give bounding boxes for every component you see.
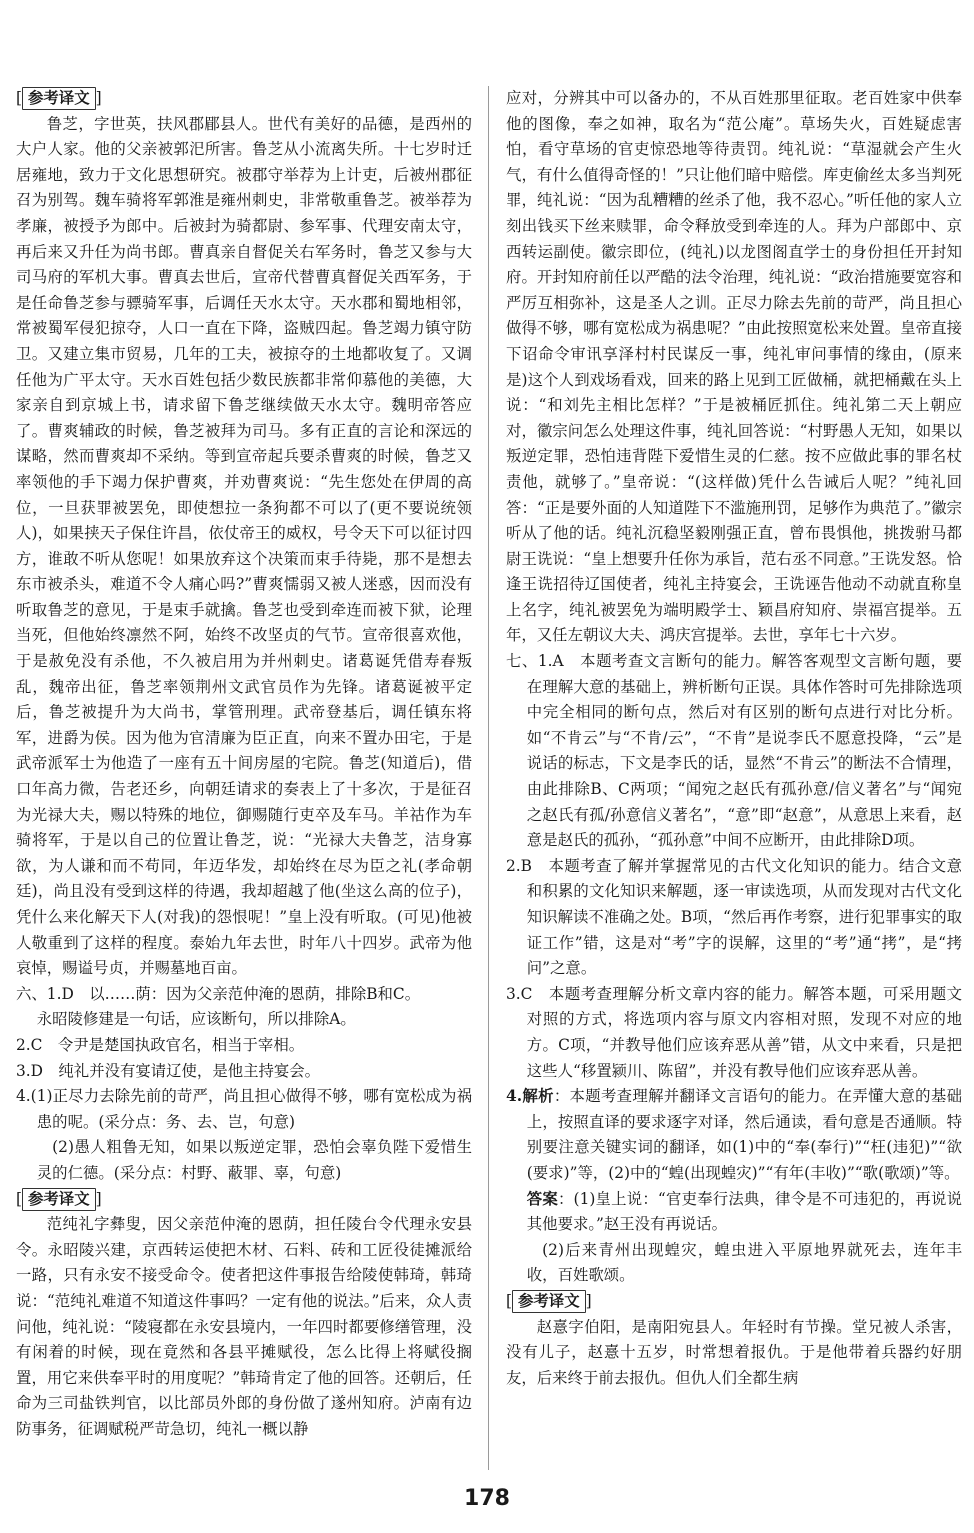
right-column: [506, 86, 962, 1391]
reference-translation-heading: [ 参考译文 ]: [16, 86, 472, 112]
answer-7-2: 2.B 本题考查了解并掌握常见的古代文化知识的能力。结合文意和积累的文化知识来解题，逐一审读选项，从而发现对古代文化知识解读不准确之处。B项，“然后再作考察，进行犯罪事实的取证工作”错，这是对“考”字的误解，这里的“考”通“拷”，是“拷问”之意。: [506, 856, 962, 978]
answer-6-4-1: 4.(1)正尽力去除先前的苛严，尚且担心做得不够，哪有宽松成为祸患的呢。(采分点：务、去、岂，句意): [16, 1087, 472, 1131]
answer-7-4: 4.解析：本题考查理解并翻译文言语句的能力。在弄懂大意的基础上，按照直译的要求逐字对译，然后通读，看句意是否通顺。特别要注意关键实词的翻译，如(1)中的“奉(奉行)”“枉(违犯)”“欲(要求)”等，(2)中的“蝗(出现蝗灾)”“有年(丰收)”“歌(歌颂)”等。: [506, 1087, 962, 1182]
answer-7-1: 七、1.A 本题考查文言断句的能力。解答客观型文言断句题，要在理解大意的基础上，辨析断句正误。具体作答时可先排除选项中完全相同的断句点，然后对有区别的断句点进行对比分析。如“不肯云”与“不肯/云”，“不肯”是说李氏不愿意投降，“云”是说话的标志，下文是李氏的话，显然“不肯云”的断法不合情理，由此排除B、C两项；“闻宛之赵氏有孤孙意/信义著名”与“闻宛之赵氏有孤/孙意信义著名”，“意”即“赵意”，从意思上来看，赵意是赵氏的孤孙，“孤孙意”中间不应断开，由此排除D项。: [506, 652, 962, 850]
left-column: [16, 86, 472, 1442]
answer-7-4-answer-2: (2)后来青州出现蝗灾，蝗虫进入平原地界就死去，连年丰收，百姓歌颂。: [526, 1240, 962, 1285]
answer-7-3: 3.C 本题考查理解分析文章内容的能力。解答本题，可采用题文对照的方式，将选项内容与原文内容相对照，发现不对应的地方。C项，“并教导他们应该弃恶从善”错，从文中来看，只是把这些人“移置颍川、陈留”，并没有教导他们应该弃恶从善。: [506, 984, 962, 1080]
reference-translation-heading: [ 参考译文 ]: [506, 1289, 962, 1315]
answer-7-4-answer-1: 答案：(1)皇上说：“官吏奉行法典，律令是不可违犯的，再说说其他要求。”赵王没有再说话。: [526, 1189, 962, 1234]
translation-fan-chunli-continued: 应对，分辨其中可以备办的，不从百姓那里征取。老百姓家中供奉他的图像，奉之如神，取名为“范公庵”。草场失火，百姓疑虑害怕，看守草场的官吏惊恐地等待责罚。纯礼说：“草湿就会产生火气，有什么值得奇怪的！”只让他们暗中赔偿。库吏偷丝太多当判死罪，纯礼说：“因为乱糟糟的丝杀了他，我不忍心。”听任他的家人立刻出钱买下丝来赎罪，命令释放受到牵连的人。拜为户部郎中、京西转运副使。徽宗即位，(纯礼)以龙图阁直学士的身份担任开封知府。开封知府前任以严酷的法令治理，纯礼说：“政治措施要宽容和严厉互相弥补，这是圣人之训。正尽力除去先前的苛严，尚且担心做得不够，哪有宽松成为祸患呢？”由此按照宽松来处置。皇帝直接下诏命令审讯享泽村村民谋反一事，纯礼审问事情的缘由，(原来是)这个人到戏场看戏，回来的路上见到工匠做桶，就把桶戴在头上说：“和刘先主相比怎样？”于是被桶匠抓住。纯礼第二天上朝应对，徽宗问怎么处理这件事，纯礼回答说：“村野愚人无知，如果以叛逆定罪，恐怕违背陛下爱惜生灵的仁慈。按不应做此事的罪名杖责他，就够了。”皇帝说：“(这样做)凭什么告诫后人呢？”纯礼回答：“正是要外面的人知道陛下不滥施刑罚，足够作为典范了。”徽宗听从了他的话。纯礼沉稳坚毅刚强正直，曾布畏惧他，挑拨驸马都尉王诜说：“皇上想要升任你为承旨，范右丞不同意。”王诜发怒。恰逢王诜招待辽国使者，纯礼主持宴会，王诜诬告他动不动就直称皇上名字，纯礼被罢免为端明殿学士、颖昌府知府、崇福宫提举。五年，又任左朝议大夫、鸿庆宫提举。去世，享年七十六岁。: [506, 89, 962, 645]
page-number: 178: [464, 1486, 510, 1511]
translation-lu-zhi: 鲁芝，字世英，扶风郡郿县人。世代有美好的品德，是西州的大户人家。他的父亲被郭汜所害。鲁芝从小流离失所。十七岁时迁居雍地，致力于文化思想研究。被郡守举荐为上计吏，后被州郡征召为别驾。魏车骑将军郭淮是雍州刺史，非常敬重鲁芝。被举荐为孝廉，被授予为郎中。后被封为骑都尉、参军事、代理安南太守，再后来又升任为尚书郎。曹真亲自督促关右军务时，鲁芝又参与大司马府的军机大事。曹真去世后，宣帝代替曹真督促关西军务，于是任命鲁芝参与骠骑军事，后调任天水太守。天水郡和蜀地相邻，常被蜀军侵犯掠夺，人口一直在下降，盗贼四起。鲁芝竭力镇守防卫。又建立集市贸易，几年的工夫，被掠夺的土地都收复了。又调任他为广平太守。天水百姓包括少数民族都非常仰慕他的美德，大家亲自到京城上书，请求留下鲁芝继续做天水太守。魏明帝答应了。曹爽辅政的时候，鲁芝被拜为司马。多有正直的言论和深远的谋略，然而曹爽却不采纳。等到宣帝起兵要杀曹爽的时候，鲁芝又率领他的手下竭力保护曹爽，并劝曹爽说：“先生您处在伊周的高位，一旦获罪被罢免，即使想拉一条狗都不可以了(更不要说统领人)，如果挟天子保住许昌，依仗帝王的威权，号令天下可以征讨四方，谁敢不听从您呢！如果放弃这个决策而束手待毙，那不是想去东市被杀头，难道不令人痛心吗?”曹爽懦弱又被人迷惑，因而没有听取鲁芝的意见，于是束手就擒。鲁芝也受到牵连而被下狱，论理当死，但他始终凛然不阿，始终不改坚贞的气节。宣帝很喜欢他，于是赦免没有杀他，不久被启用为并州刺史。诸葛诞凭借寿春叛乱，魏帝出征，鲁芝率领荆州文武官员作为先锋。诸葛诞被平定后，鲁芝被提升为大尚书，掌管刑理。武帝登基后，调任镇东将军，进爵为侯。因为他为官清廉为臣正直，向来不置办田宅，于是武帝派军士为他造了一座有五十间房屋的宅院。鲁芝(知道后)，借口年高力微，告老还乡，向朝廷请求的奏表上了十多次，于是征召为光禄大夫，赐以特殊的地位，御赐随行吏卒及车马。羊祜作为车骑将军，于是以自己的位置让鲁芝，说：“光禄大夫鲁芝，洁身寡欲，为人谦和而不苟同，年迈华发，却始终在尽为臣之礼(孝命朝廷)，尚且没有受到这样的待遇，我却超越了他(坐这么高的位子)，凭什么来化解天下人(对我)的怨恨呢！”皇上没有听取。(可见)他被人敬重到了这样的程度。泰始九年去世，时年八十四岁。武帝为他哀悼，赐谥号贞，并赐墓地百亩。: [16, 114, 472, 978]
answer-6-2: 2.C 令尹是楚国执政官名，相当于宰相。: [16, 1035, 305, 1054]
reference-translation-heading: [ 参考译文 ]: [16, 1187, 472, 1213]
translation-zhao-xi: 赵憙字伯阳，是南阳宛县人。年轻时有节操。堂兄被人杀害，没有儿子，赵憙十五岁，时常想着报仇。于是他带着兵器约好朋友，后来终于前去报仇。但仇人们全都生病: [506, 1317, 962, 1387]
answer-6-4-2: (2)愚人粗鲁无知，如果以叛逆定罪，恐怕会辜负陛下爱惜生灵的仁德。(采分点：村野、蔽罪、辜，句意): [36, 1138, 472, 1182]
column-divider: [488, 86, 489, 1470]
answer-6-3: 3.D 纯礼并没有宴请辽使，是他主持宴会。: [16, 1061, 321, 1080]
translation-fan-chunli: 范纯礼字彝叟，因父亲范仲淹的恩荫，担任陵台令代理永安县令。永昭陵兴建，京西转运使把木材、石料、砖和工匠役徒摊派给一路，只有永安不接受命令。使者把这件事报告给陵使韩琦，韩琦说：“范纯礼难道不知道这件事吗？一定有他的说法。”后来，众人责问他，纯礼说：“陵寝都在永安县境内，一年四时都要修缮管理，没有闲着的时候，现在竟然和各县平摊赋役，怎么比得上将赋役搁置，用它来供奉平时的用度呢？”韩琦肯定了他的回答。还朝后，任命为三司盐铁判官，以比部员外郎的身份做了遂州知府。泸南有边防事务，征调赋税严苛急切，纯礼一概以静: [16, 1215, 472, 1438]
answer-6-1: 六、1.D 以……荫：因为父亲范仲淹的恩荫，排除B和C。 永昭陵修建是一句话，应该断句，所以排除A。: [16, 984, 421, 1029]
